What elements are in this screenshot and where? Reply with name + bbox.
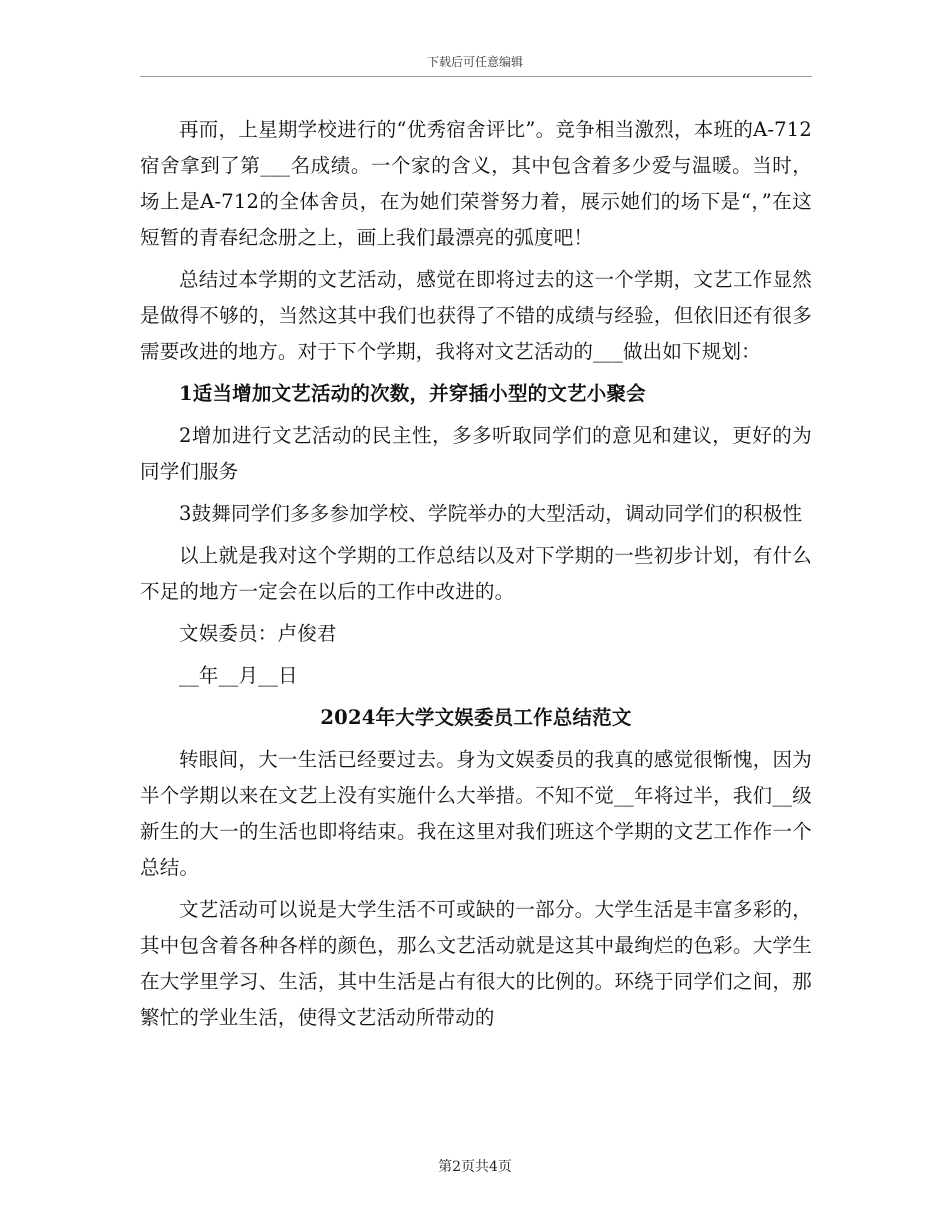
header-divider bbox=[140, 76, 812, 77]
plan-item-3: 3鼓舞同学们多多参加学校、学院举办的大型活动，调动同学们的积极性 bbox=[179, 502, 803, 525]
paragraph-dorm-contest: 再而，上星期学校进行的“优秀宿舍评比”。竞争相当激烈，本班的A-712宿舍拿到了第___名成绩。一个家的含义，其中包含着多少爱与温暖。当时，场上是A-712的全体舍员，在为她们荣誉努力着，展示她们的场下是“，”在这短暂的青春纪念册之上，画上我们最漂亮的弧度吧！ bbox=[140, 118, 812, 249]
section-paragraph-activities: 文艺活动可以说是大学生活不可或缺的一部分。大学生活是丰富多彩的，其中包含着各种各样的颜色，那么文艺活动就是这其中最绚烂的色彩。大学生在大学里学习、生活，其中生活是占有很大的比例的。环绕于同学们之间，那繁忙的学业生活，使得文艺活动所带动的 bbox=[140, 898, 812, 1029]
paragraph-semester-summary: 总结过本学期的文艺活动，感觉在即将过去的这一个学期，文艺工作显然是做得不够的，当然这其中我们也获得了不错的成绩与经验，但依旧还有很多需要改进的地方。对于下个学期，我将对文艺活动的___做出如下规划： bbox=[140, 268, 812, 363]
section-title: 2024年大学文娱委员工作总结范文 bbox=[320, 706, 632, 729]
document-body bbox=[140, 112, 812, 1042]
date-line: __年__月__日 bbox=[179, 664, 298, 687]
paragraph-closing: 以上就是我对这个学期的工作总结以及对下学期的一些初步计划，有什么不足的地方一定会在以后的工作中改进的。 bbox=[140, 544, 812, 603]
plan-item-1: 1适当增加文艺活动的次数，并穿插小型的文艺小聚会 bbox=[179, 382, 646, 405]
section-paragraph-intro: 转眼间，大一生活已经要过去。身为文娱委员的我真的感觉很惭愧，因为半个学期以来在文艺上没有实施什么大举措。不知不觉__年将过半，我们__级新生的大一的生活也即将结束。我在这里对我们班这个学期的文艺工作作一个总结。 bbox=[140, 748, 812, 879]
page-number: 第2页共4页 bbox=[438, 1159, 512, 1175]
plan-item-2: 2增加进行文艺活动的民主性，多多听取同学们的意见和建议，更好的为同学们服务 bbox=[140, 424, 812, 483]
signature-line: 文娱委员：卢俊君 bbox=[179, 622, 337, 645]
page-header: 下载后可任意编辑 bbox=[426, 55, 523, 69]
